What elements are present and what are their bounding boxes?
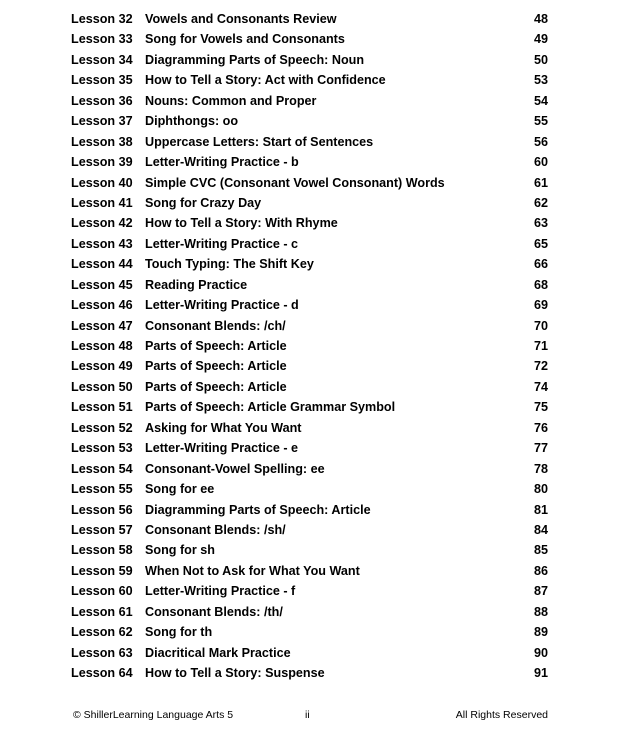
toc-row: [0, 70, 620, 90]
toc-row: [0, 356, 620, 376]
lesson-number: Lesson 41: [71, 195, 133, 210]
lesson-title: Parts of Speech: Article: [145, 339, 287, 353]
footer-page-number: ii: [305, 709, 310, 721]
lesson-page-number: 55: [533, 114, 548, 129]
lesson-number: Lesson 50: [71, 379, 133, 394]
lesson-page-number: 89: [533, 625, 548, 640]
lesson-title: Simple CVC (Consonant Vowel Consonant) Words: [145, 175, 445, 190]
lesson-page-number: 63: [533, 216, 548, 231]
lesson-page-number: 56: [533, 134, 548, 149]
lesson-number: Lesson 59: [71, 563, 133, 578]
lesson-page-number: 70: [533, 318, 548, 333]
toc-row: [0, 561, 620, 581]
lesson-page-number: 65: [533, 236, 548, 251]
lesson-number: Lesson 63: [71, 645, 133, 660]
lesson-number: Lesson 42: [71, 216, 133, 231]
toc-row: [0, 500, 620, 520]
toc-row: [0, 213, 620, 233]
lesson-title: Reading Practice: [145, 277, 248, 292]
lesson-number: Lesson 49: [71, 359, 133, 374]
lesson-number: Lesson 40: [71, 175, 133, 190]
lesson-page-number: 80: [533, 482, 548, 497]
lesson-page-number: 87: [533, 584, 548, 599]
lesson-number: Lesson 52: [71, 420, 133, 435]
toc-row: [0, 602, 620, 622]
lesson-page-number: 74: [533, 379, 548, 394]
lesson-number: Lesson 37: [71, 114, 133, 129]
lesson-page-number: 77: [533, 441, 548, 456]
lesson-title: Song for Vowels and Consonants: [145, 32, 345, 47]
lesson-number: Lesson 48: [71, 339, 133, 353]
lesson-page-number: 60: [533, 155, 548, 170]
toc-row: [0, 459, 620, 479]
lesson-page-number: 53: [533, 73, 548, 88]
lesson-title: Letter-Writing Practice - e: [145, 441, 299, 456]
lesson-title: Diacritical Mark Practice: [145, 645, 291, 660]
lesson-number: Lesson 55: [71, 482, 133, 497]
toc-row: [0, 111, 620, 131]
lesson-number: Lesson 35: [71, 73, 133, 88]
lesson-title: How to Tell a Story: Act with Confidence: [145, 73, 386, 88]
lesson-number: Lesson 58: [71, 543, 133, 558]
toc-row: [0, 91, 620, 111]
lesson-title: Vowels and Consonants Review: [145, 12, 337, 26]
lesson-number: Lesson 47: [71, 318, 133, 333]
lesson-number: Lesson 53: [71, 441, 133, 456]
lesson-title: Song for sh: [145, 543, 215, 558]
lesson-number: Lesson 43: [71, 236, 133, 251]
toc-row: [0, 540, 620, 560]
toc-row: [0, 295, 620, 315]
toc-row: [0, 50, 620, 70]
lesson-page-number: 75: [533, 400, 548, 415]
toc-row: [0, 234, 620, 254]
toc-row: [0, 152, 620, 172]
lesson-page-number: 72: [533, 359, 548, 374]
lesson-title: Letter-Writing Practice - f: [145, 584, 296, 599]
lesson-number: Lesson 33: [71, 32, 133, 47]
lesson-title: Song for Crazy Day: [145, 195, 262, 210]
lesson-title: Consonant Blends: /sh/: [145, 522, 286, 537]
lesson-number: Lesson 64: [71, 666, 133, 680]
lesson-number: Lesson 38: [71, 134, 133, 149]
lesson-number: Lesson 36: [71, 93, 133, 108]
lesson-title: How to Tell a Story: With Rhyme: [145, 216, 338, 231]
lesson-page-number: 54: [533, 93, 548, 108]
lesson-page-number: 50: [533, 52, 548, 67]
toc-row: [0, 418, 620, 438]
toc-row: [0, 520, 620, 540]
lesson-page-number: 68: [533, 277, 548, 292]
lesson-number: Lesson 56: [71, 502, 133, 517]
lesson-page-number: 66: [533, 257, 548, 272]
lesson-title: Nouns: Common and Proper: [145, 93, 317, 108]
lesson-number: Lesson 62: [71, 625, 133, 640]
lesson-page-number: 91: [533, 666, 548, 680]
lesson-page-number: 71: [533, 339, 548, 353]
lesson-page-number: 90: [533, 645, 548, 660]
lesson-number: Lesson 46: [71, 298, 133, 313]
lesson-page-number: 61: [533, 175, 548, 190]
lesson-number: Lesson 45: [71, 277, 133, 292]
lesson-page-number: 49: [533, 32, 548, 47]
lesson-number: Lesson 57: [71, 522, 133, 537]
toc-row: [0, 622, 620, 642]
lesson-number: Lesson 54: [71, 461, 133, 476]
lesson-title: Consonant-Vowel Spelling: ee: [145, 461, 325, 476]
page-footer: [0, 707, 620, 723]
lesson-title: Parts of Speech: Article: [145, 379, 287, 394]
lesson-title: Diagramming Parts of Speech: Noun: [145, 52, 365, 67]
toc-row: [0, 663, 620, 683]
footer-copyright: © ShillerLearning Language Arts 5: [73, 709, 234, 721]
lesson-title: Song for ee: [145, 482, 215, 497]
toc-row: [0, 254, 620, 274]
lesson-page-number: 88: [533, 604, 548, 619]
lesson-title: Consonant Blends: /ch/: [145, 318, 286, 333]
lesson-number: Lesson 32: [71, 12, 133, 26]
lesson-number: Lesson 34: [71, 52, 133, 67]
lesson-title: Parts of Speech: Article: [145, 359, 287, 374]
lesson-title: Letter-Writing Practice - c: [145, 236, 299, 251]
toc-row: [0, 479, 620, 499]
lesson-title: How to Tell a Story: Suspense: [145, 666, 325, 680]
lesson-title: Asking for What You Want: [145, 420, 302, 435]
toc-row: [0, 316, 620, 336]
lesson-title: Song for th: [145, 625, 213, 640]
lesson-page-number: 48: [533, 12, 548, 26]
toc-row: [0, 193, 620, 213]
lesson-title: When Not to Ask for What You Want: [145, 563, 360, 578]
lesson-title: Parts of Speech: Article Grammar Symbol: [145, 400, 396, 415]
lesson-title: Letter-Writing Practice - d: [145, 298, 299, 313]
lesson-page-number: 85: [533, 543, 548, 558]
lesson-page-number: 86: [533, 563, 548, 578]
lesson-page-number: 69: [533, 298, 548, 313]
toc-row: [0, 438, 620, 458]
toc-row: [0, 132, 620, 152]
toc-row: [0, 336, 620, 356]
lesson-title: Consonant Blends: /th/: [145, 604, 283, 619]
toc-row: [0, 275, 620, 295]
footer-rights: All Rights Reserved: [455, 709, 548, 721]
lesson-number: Lesson 60: [71, 584, 133, 599]
lesson-title: Diagramming Parts of Speech: Article: [145, 502, 371, 517]
lesson-number: Lesson 44: [71, 257, 133, 272]
lesson-title: Touch Typing: The Shift Key: [145, 257, 314, 272]
toc-row: [0, 29, 620, 49]
lesson-page-number: 81: [533, 502, 548, 517]
lesson-page-number: 76: [533, 420, 548, 435]
lesson-title: Uppercase Letters: Start of Sentences: [145, 134, 374, 149]
lesson-page-number: 78: [533, 461, 548, 476]
lesson-number: Lesson 51: [71, 400, 133, 415]
lesson-number: Lesson 39: [71, 155, 133, 170]
toc-row: [0, 581, 620, 601]
table-of-contents: [0, 9, 620, 683]
lesson-number: Lesson 61: [71, 604, 133, 619]
lesson-title: Diphthongs: oo: [145, 114, 239, 129]
toc-row: [0, 643, 620, 663]
toc-row: [0, 9, 620, 29]
lesson-page-number: 84: [533, 522, 548, 537]
toc-row: [0, 377, 620, 397]
lesson-title: Letter-Writing Practice - b: [145, 155, 299, 170]
toc-row: [0, 173, 620, 193]
toc-row: [0, 397, 620, 417]
lesson-page-number: 62: [533, 195, 548, 210]
